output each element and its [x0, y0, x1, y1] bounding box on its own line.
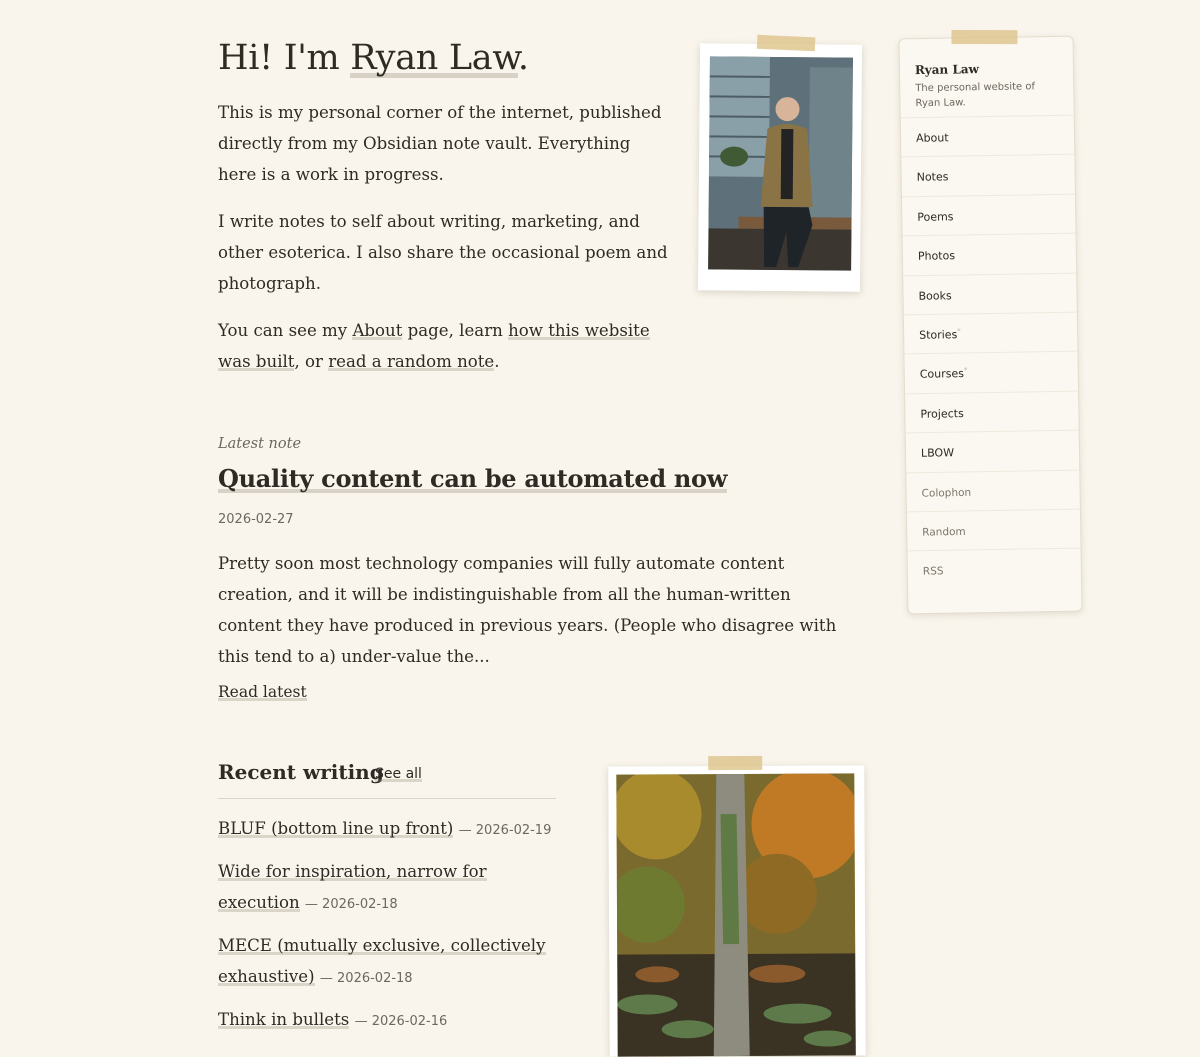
forest-image [616, 773, 855, 1056]
sidebar-item-colophon[interactable]: Colophon [906, 469, 1080, 511]
sidebar-item-about[interactable]: About [901, 115, 1075, 157]
intro-paragraph-2: I write notes to self about writing, marketing, and other esoterica. I also share the occasional poem and photograph. [218, 212, 668, 293]
recent-item-link[interactable]: Wide for inspiration, narrow for execution [218, 862, 487, 912]
forest-polaroid [608, 765, 866, 1056]
recent-item-date: — 2026-02-18 [319, 971, 413, 986]
list-item [218, 1004, 558, 1037]
recent-item-link[interactable]: MECE (mutually exclusive, collectively exhaustive) [218, 936, 546, 986]
latest-note-link[interactable]: Quality content can be automated now [218, 464, 728, 493]
latest-note-title [218, 464, 727, 493]
recent-writing-header [218, 760, 556, 799]
sidebar-site-name[interactable]: Ryan Law [914, 62, 980, 78]
sidebar-item-courses[interactable]: Courses* [904, 351, 1078, 393]
recent-item-link[interactable]: BLUF (bottom line up front) [218, 819, 454, 838]
recent-item-date: — 2026-02-16 [354, 1014, 448, 1029]
recent-writing-title: Recent writing [218, 760, 384, 784]
list-item [218, 856, 558, 920]
random-note-link[interactable]: read a random note [328, 352, 495, 371]
sidebar-item-lbow[interactable]: LBOW [906, 430, 1080, 472]
portrait-image [708, 56, 853, 270]
sidebar-item-rss[interactable]: RSS [908, 548, 1082, 590]
forest-photo [616, 773, 855, 1056]
sidebar-item-stories[interactable]: Stories* [904, 312, 1078, 354]
portrait-photo [708, 56, 853, 270]
sidebar-description: The personal website of Ryan Law. [915, 81, 1036, 110]
tape-decoration [951, 30, 1017, 44]
sidebar-item-poems[interactable]: Poems [902, 193, 1076, 235]
name-link[interactable]: Ryan Law [350, 38, 518, 78]
tape-decoration [757, 35, 816, 52]
latest-note-label: Latest note [218, 436, 302, 452]
about-link[interactable]: About [352, 321, 403, 340]
read-latest-link[interactable]: Read latest [218, 683, 307, 701]
sidebar-item-photos[interactable]: Photos [903, 233, 1077, 275]
portrait-polaroid [698, 43, 862, 291]
recent-item-date: — 2026-02-19 [458, 823, 552, 838]
sidebar-item-projects[interactable]: Projects [905, 390, 1079, 432]
page-title [218, 38, 529, 78]
list-item [218, 930, 558, 994]
title-period: . [517, 38, 529, 78]
greeting-text: Hi! I'm [218, 38, 351, 78]
latest-note-date: 2026-02-27 [218, 512, 294, 527]
recent-item-link[interactable]: Think in bullets [218, 1010, 350, 1029]
recent-item-date: — 2026-02-18 [304, 897, 398, 912]
see-all-link[interactable]: See all [375, 766, 422, 782]
intro-paragraph-1: This is my personal corner of the internet, published directly from my Obsidian note vault. Everything here is a work in progress. [218, 103, 662, 184]
recent-writing-list [218, 813, 558, 1047]
sidebar [898, 36, 1082, 615]
sidebar-item-random[interactable]: Random [907, 509, 1081, 551]
sidebar-nav [901, 115, 1081, 590]
tape-decoration [708, 756, 762, 770]
intro-paragraph-3: You can see my About page, learn how this website was built, or read a random note. [218, 321, 650, 371]
how-built-link[interactable]: how this website was built [218, 321, 650, 371]
sidebar-item-notes[interactable]: Notes [901, 154, 1075, 196]
latest-note-excerpt: Pretty soon most technology companies will fully automate content creation, and it will be indistinguishable from all the human-written content they have produced in previous years. (People who disagree with this tend to a) under-value the... [218, 554, 837, 666]
list-item [218, 813, 558, 846]
sidebar-item-books[interactable]: Books [903, 272, 1077, 314]
